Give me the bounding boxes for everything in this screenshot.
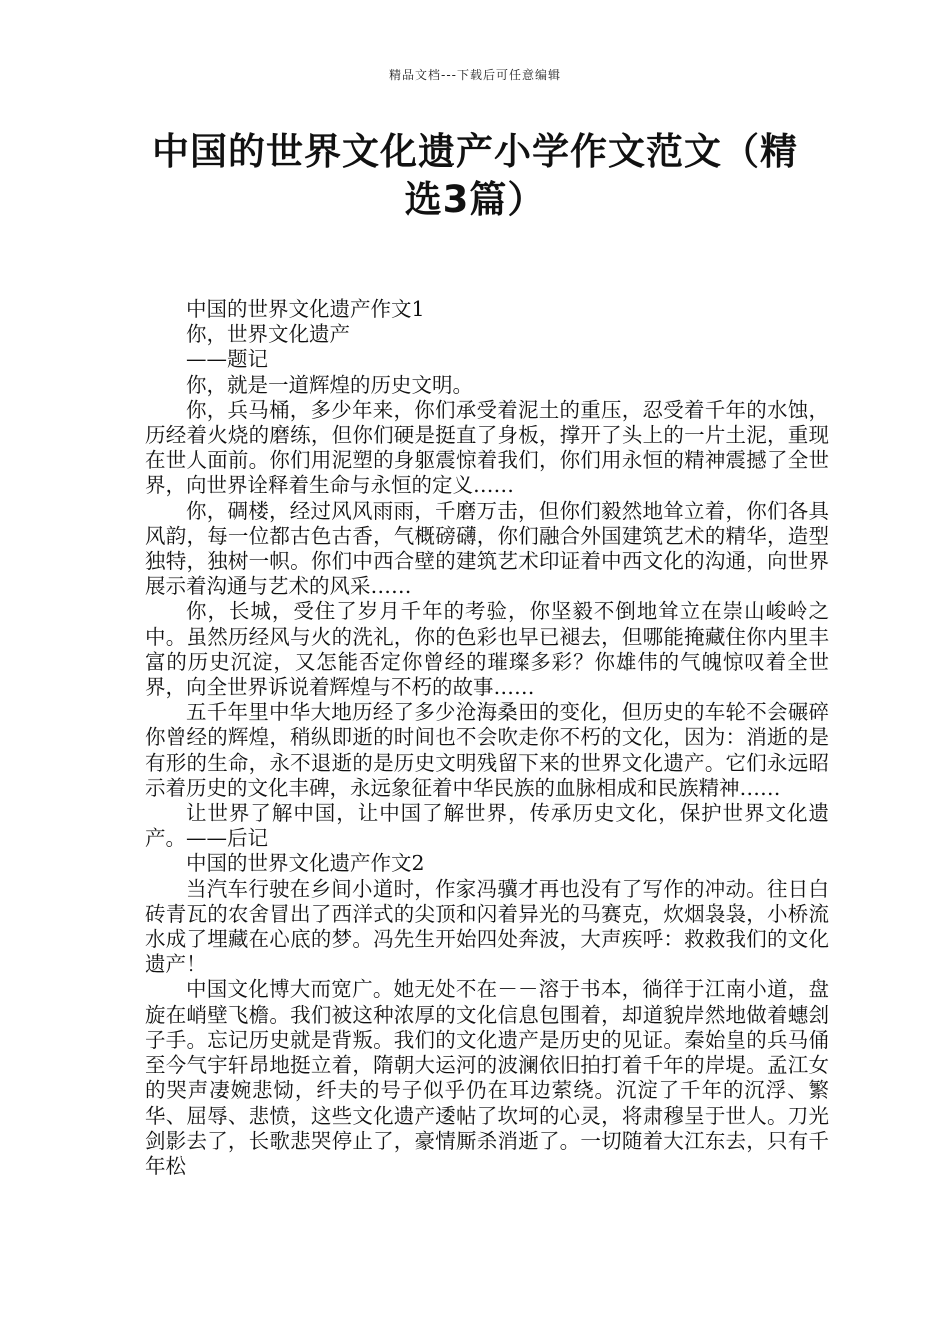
essay-subtitle: 你，世界文化遗产	[186, 322, 350, 347]
essay-heading-2: 中国的世界文化遗产作文2	[186, 851, 425, 876]
paragraph: 让世界了解中国，让中国了解世界，传承历史文化，保护世界文化遗产。——后记	[145, 801, 829, 851]
document-body	[145, 297, 829, 1179]
paragraph: 中国文化博大而宽广。她无处不在－－溶于书本，徜徉于江南小道，盘旋在峭壁飞檐。我们被这种浓厚的文化信息包围着，却道貌岸然地做着蟪刽子手。忘记历史就是背叛。我们的文化遗产是历史的见证。秦始皇的兵马俑至今气宇轩昂地挺立着，隋朝大运河的波澜依旧拍打着千年的岸堤。孟江女的哭声凄婉悲恸，纤夫的号子似乎仍在耳边萦绕。沉淀了千年的沉浮、繁华、屈辱、悲愤，这些文化遗产逶帖了坎坷的心灵，将肃穆呈于世人。刀光剑影去了，长歌悲哭停止了，豪情厮杀消逝了。一切随着大江东去，只有千年松	[145, 977, 829, 1178]
paragraph: 五千年里中华大地历经了多少沧海桑田的变化，但历史的车轮不会碾碎你曾经的辉煌，稍纵即逝的时间也不会吹走你不朽的文化，因为：消逝的是有形的生命，永不退逝的是历史文明残留下来的世界文化遗产。它们永远昭示着历史的文化丰碑，永远象征着中华民族的血脉相成和民族精神……	[145, 700, 829, 800]
paragraph: 你，就是一道辉煌的历史文明。	[186, 372, 473, 397]
paragraph: 你，长城，受住了岁月千年的考验，你坚毅不倒地耸立在崇山峻岭之中。虽然历经风与火的洗礼，你的色彩也早已褪去，但哪能掩藏住你内里丰富的历史沉淀，又怎能否定你曾经的璀璨多彩？你雄伟的气魄惊叹着全世界，向全世界诉说着辉煌与不朽的故事……	[145, 599, 829, 700]
document-title: 中国的世界文化遗产小学作文范文（精选3篇）	[152, 130, 798, 221]
paragraph: 你，碉楼，经过风风雨雨，千磨万击，但你们毅然地耸立着，你们各具风韵，每一位都古色古香，气概磅礴，你们融合外国建筑艺术的精华，造型独特，独树一帜。你们中西合壁的建筑艺术印证着中西文化的沟通，向世界展示着沟通与艺术的风采……	[145, 498, 829, 599]
paragraph: 你，兵马桶，多少年来，你们承受着泥土的重压，忍受着千年的水蚀，历经着火烧的磨练，但你们硬是挺直了身板，撑开了头上的一片土泥，重现在世人面前。你们用泥塑的身躯震惊着我们，你们用永恒的精神震撼了全世界，向世界诠释着生命与永恒的定义……	[145, 397, 829, 498]
paragraph: 当汽车行驶在乡间小道时，作家冯骥才再也没有了写作的冲动。往日白砖青瓦的农舍冒出了西洋式的尖顶和闪着异光的马赛克，炊烟袅袅，小桥流水成了埋藏在心底的梦。冯先生开始四处奔波，大声疾呼：救救我们的文化遗产！	[145, 876, 829, 977]
essay-heading-1: 中国的世界文化遗产作文1	[186, 297, 425, 321]
header-note: 精品文档---下载后可任意编辑	[389, 68, 561, 82]
epigraph-label: ——题记	[186, 347, 268, 372]
